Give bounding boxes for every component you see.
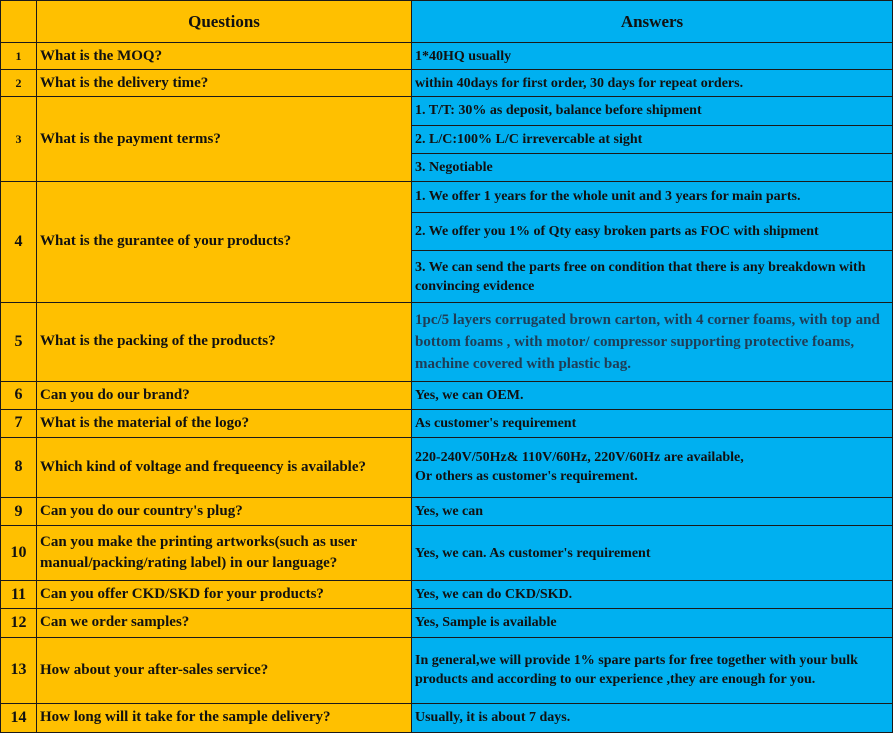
- question-cell: Which kind of voltage and frequeency is available?: [37, 437, 412, 497]
- row-number: 11: [1, 581, 37, 609]
- question-cell: What is the delivery time?: [37, 70, 412, 97]
- question-cell: What is the payment terms?: [37, 97, 412, 181]
- header-row: [1, 1, 893, 43]
- table-row: [1, 409, 893, 437]
- answer-cell: Yes, we can: [412, 497, 893, 525]
- answer-cell: Yes, we can. As customer's requirement: [412, 526, 893, 581]
- answer-cell: 2. We offer you 1% of Qty easy broken parts as FOC with shipment: [412, 212, 893, 250]
- question-cell: Can we order samples?: [37, 609, 412, 637]
- answer-cell: within 40days for first order, 30 days for repeat orders.: [412, 70, 893, 97]
- table-row: [1, 181, 893, 212]
- row-number: 1: [1, 43, 37, 70]
- row-number: 12: [1, 609, 37, 637]
- table-row: [1, 303, 893, 381]
- row-number: 3: [1, 97, 37, 181]
- question-cell: How about your after-sales service?: [37, 637, 412, 703]
- table-row: [1, 70, 893, 97]
- table-row: [1, 381, 893, 409]
- answer-cell: 1*40HQ usually: [412, 43, 893, 70]
- question-cell: How long will it take for the sample delivery?: [37, 703, 412, 732]
- answer-cell: [412, 437, 893, 497]
- table-row: [1, 497, 893, 525]
- question-cell: Can you offer CKD/SKD for your products?: [37, 581, 412, 609]
- answer-cell: Usually, it is about 7 days.: [412, 703, 893, 732]
- row-number: 7: [1, 409, 37, 437]
- question-cell: Can you make the printing artworks(such as user manual/packing/rating label) in our language?: [37, 526, 412, 581]
- table-row: [1, 581, 893, 609]
- header-number-cell: [1, 1, 37, 43]
- table-row: [1, 637, 893, 703]
- answer-line: Or others as customer's requirement.: [415, 469, 638, 485]
- table-row: [1, 437, 893, 497]
- answer-line: 220-240V/50Hz& 110V/60Hz, 220V/60Hz are available,: [415, 450, 744, 466]
- row-number: 14: [1, 703, 37, 732]
- table-row: [1, 703, 893, 732]
- row-number: 13: [1, 637, 37, 703]
- row-number: 5: [1, 303, 37, 381]
- row-number: 9: [1, 497, 37, 525]
- table-row: [1, 609, 893, 637]
- header-answers: Answers: [412, 1, 893, 43]
- table-row: [1, 526, 893, 581]
- question-cell: What is the gurantee of your products?: [37, 181, 412, 302]
- row-number: 8: [1, 437, 37, 497]
- question-cell: What is the material of the logo?: [37, 409, 412, 437]
- question-cell: Can you do our country's plug?: [37, 497, 412, 525]
- answer-cell: 1. T/T: 30% as deposit, balance before shipment: [412, 97, 893, 125]
- answer-cell: Yes, we can OEM.: [412, 381, 893, 409]
- answer-cell: As customer's requirement: [412, 409, 893, 437]
- row-number: 4: [1, 181, 37, 302]
- table-row: [1, 97, 893, 125]
- row-number: 2: [1, 70, 37, 97]
- answer-cell: 2. L/C:100% L/C irrevercable at sight: [412, 125, 893, 153]
- answer-cell: Yes, we can do CKD/SKD.: [412, 581, 893, 609]
- answer-cell: In general,we will provide 1% spare parts for free together with your bulk products and according to our experience ,they are enough for you.: [412, 637, 893, 703]
- answer-cell: 3. Negotiable: [412, 153, 893, 181]
- answer-cell: 1. We offer 1 years for the whole unit and 3 years for main parts.: [412, 181, 893, 212]
- answer-cell: 1pc/5 layers corrugated brown carton, with 4 corner foams, with top and bottom foams , with motor/ compressor supporting protective foams, machine covered with plastic bag.: [412, 303, 893, 381]
- row-number: 6: [1, 381, 37, 409]
- table-row: [1, 43, 893, 70]
- question-cell: What is the MOQ?: [37, 43, 412, 70]
- row-number: 10: [1, 526, 37, 581]
- question-cell: Can you do our brand?: [37, 381, 412, 409]
- answer-cell: 3. We can send the parts free on condition that there is any breakdown with convincing evidence: [412, 251, 893, 303]
- question-cell: What is the packing of the products?: [37, 303, 412, 381]
- answer-cell: Yes, Sample is available: [412, 609, 893, 637]
- header-questions: Questions: [37, 1, 412, 43]
